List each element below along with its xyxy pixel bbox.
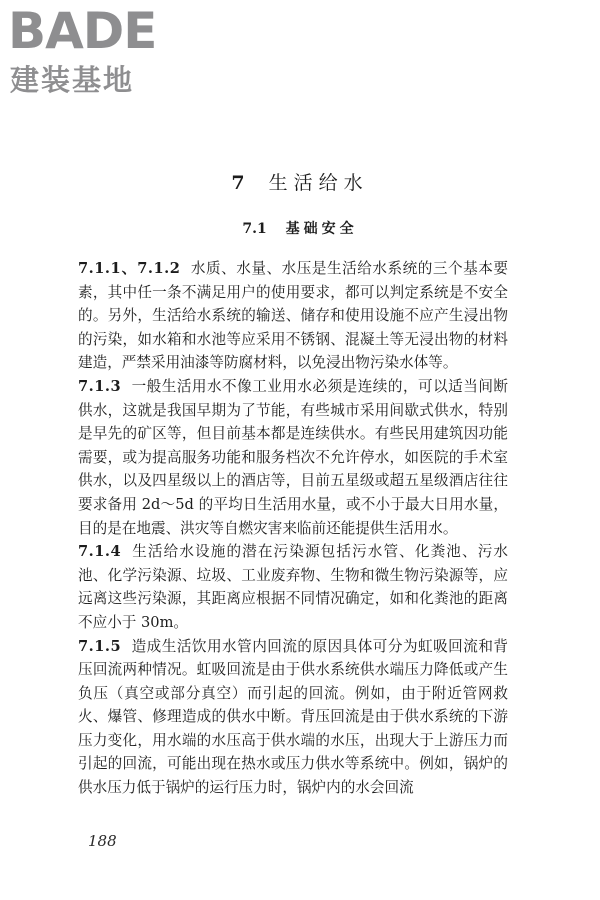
paragraph-text: 生活给水设施的潜在污染源包括污水管、化粪池、污水池、化学污染源、垃圾、工业废弃物、生物和微生物污染源等，应远离这些污染源，其距离应根据不同情况确定，如和化粪池的距离不应小于 30m。: [78, 543, 508, 631]
paragraph-7-1-5: [78, 635, 508, 800]
chapter-name: 生活给水: [268, 172, 369, 194]
chapter-title: [0, 171, 600, 195]
body-text: [78, 257, 508, 800]
clause-number: 7.1.1、7.1.2: [78, 260, 181, 277]
logo-wordmark: BADE: [8, 2, 157, 60]
section-name: 基础安全: [285, 221, 358, 237]
logo-subtitle: 建装基地: [10, 63, 135, 97]
section-number: 7.1: [242, 221, 267, 237]
section-title: [0, 220, 600, 238]
paragraph-text: 水质、水量、水压是生活给水系统的三个基本要素，其中任一条不满足用户的使用要求，都可以判定系统是不安全的。另外，生活给水系统的输送、储存和使用设施不应产生浸出物的污染，如水箱和水池等应采用不锈钢、混凝土等无浸出物的材料建造，严禁采用油漆等防腐材料，以免浸出物污染水体等。: [78, 260, 508, 372]
page-number: 188: [88, 832, 117, 850]
clause-number: 7.1.5: [78, 637, 122, 655]
paragraph-text: 造成生活饮用水管内回流的原因具体可分为虹吸回流和背压回流两种情况。虹吸回流是由于供水系统供水端压力降低或产生负压（真空或部分真空）而引起的回流。例如，由于附近管网救火、爆管、修理造成的供水中断。背压回流是由于供水系统的下游压力变化，用水端的水压高于供水端的水压，出现大于上游压力而引起的回流，可能出现在热水或压力供水等系统中。例如，锅炉的供水压力低于锅炉的运行压力时，锅炉内的水会回流: [78, 637, 508, 797]
paragraph-7-1-1: [78, 257, 508, 375]
paragraph-text: 一般生活用水不像工业用水必须是连续的，可以适当间断供水，这就是我国早期为了节能，有些城市采用间歇式供水，特别是早先的矿区等，但目前基本都是连续供水。有些民用建筑因功能需要，或为提高服务功能和服务档次不允许停水，如医院的手术室供水，以及四星级以上的酒店等，目前五星级或超五星级酒店往往要求备用 2d～5d 的平均日生活用水量，或不小于最大日用水量，目的是在地震、洪灾等自燃灾害来临前还能提供生活用水。: [78, 377, 508, 537]
paragraph-7-1-3: [78, 375, 508, 540]
paragraph-7-1-4: [78, 540, 508, 634]
publisher-logo: [8, 2, 183, 97]
chapter-number: 7: [231, 172, 247, 194]
clause-number: 7.1.4: [78, 543, 122, 561]
clause-number: 7.1.3: [78, 377, 122, 395]
